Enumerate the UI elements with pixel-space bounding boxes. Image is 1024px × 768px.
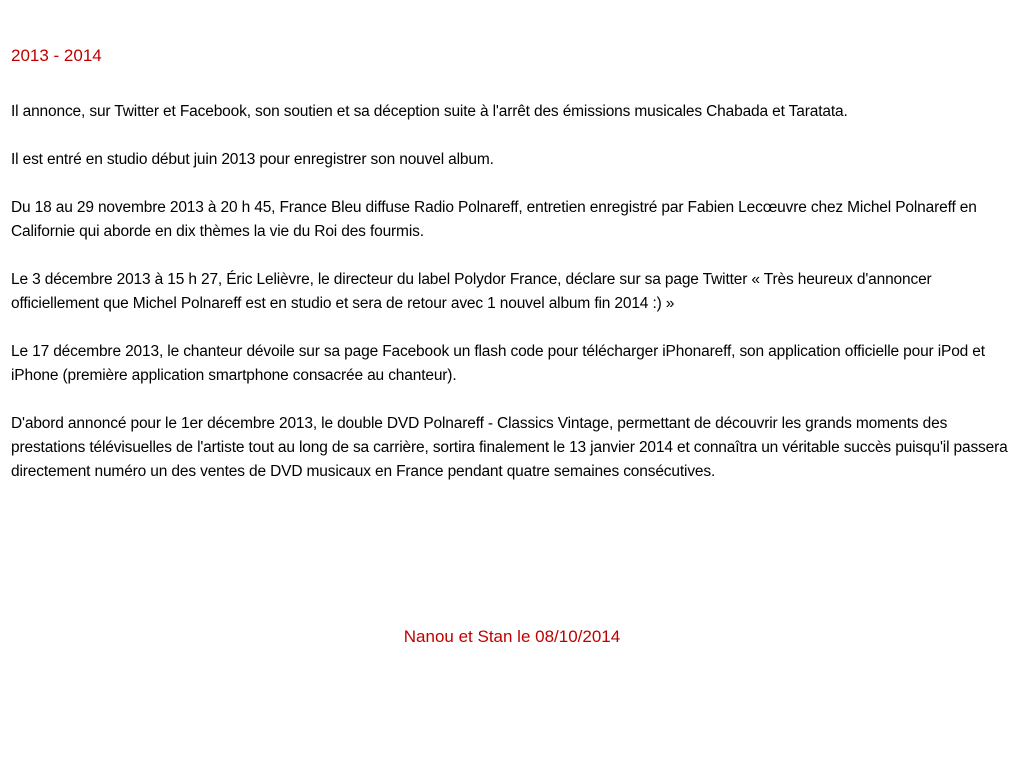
paragraph-twitter-facebook: Il annonce, sur Twitter et Facebook, son soutien et sa déception suite à l'arrêt des émissions musicales Chabada et Taratata. [11,103,848,120]
slide-heading: 2013 - 2014 [11,46,102,65]
paragraph-radio: Du 18 au 29 novembre 2013 à 20 h 45, France Bleu diffuse Radio Polnareff, entretien enregistré par Fabien Lecœuvre chez Michel Polnareff en Californie qui aborde en dix thèmes la vie du Roi des fourmis. [11,199,977,240]
signature: Nanou et Stan le 08/10/2014 [403,627,621,646]
slide-body [11,100,1015,508]
paragraph-dvd: D'abord annoncé pour le 1er décembre 2013, le double DVD Polnareff - Classics Vintage, permettant de découvrir les grands moments des prestations télévisuelles de l'artiste tout au long de sa carrière, sortira finalement le 13 janvier 2014 et connaîtra un véritable succès puisqu'il passera directement numéro un des ventes de DVD musicaux en France pendant quatre semaines consécutives. [11,415,1008,480]
paragraph-polydor: Le 3 décembre 2013 à 15 h 27, Éric Lelièvre, le directeur du label Polydor France, déclare sur sa page Twitter « Très heureux d'annoncer officiellement que Michel Polnareff est en studio et sera de retour avec 1 nouvel album fin 2014 :) » [11,271,932,312]
paragraph-studio: Il est entré en studio début juin 2013 pour enregistrer son nouvel album. [11,151,494,168]
paragraph-iphonareff: Le 17 décembre 2013, le chanteur dévoile sur sa page Facebook un flash code pour télécharger iPhonareff, son application officielle pour iPod et iPhone (première application smartphone consacrée au chanteur). [11,343,985,384]
